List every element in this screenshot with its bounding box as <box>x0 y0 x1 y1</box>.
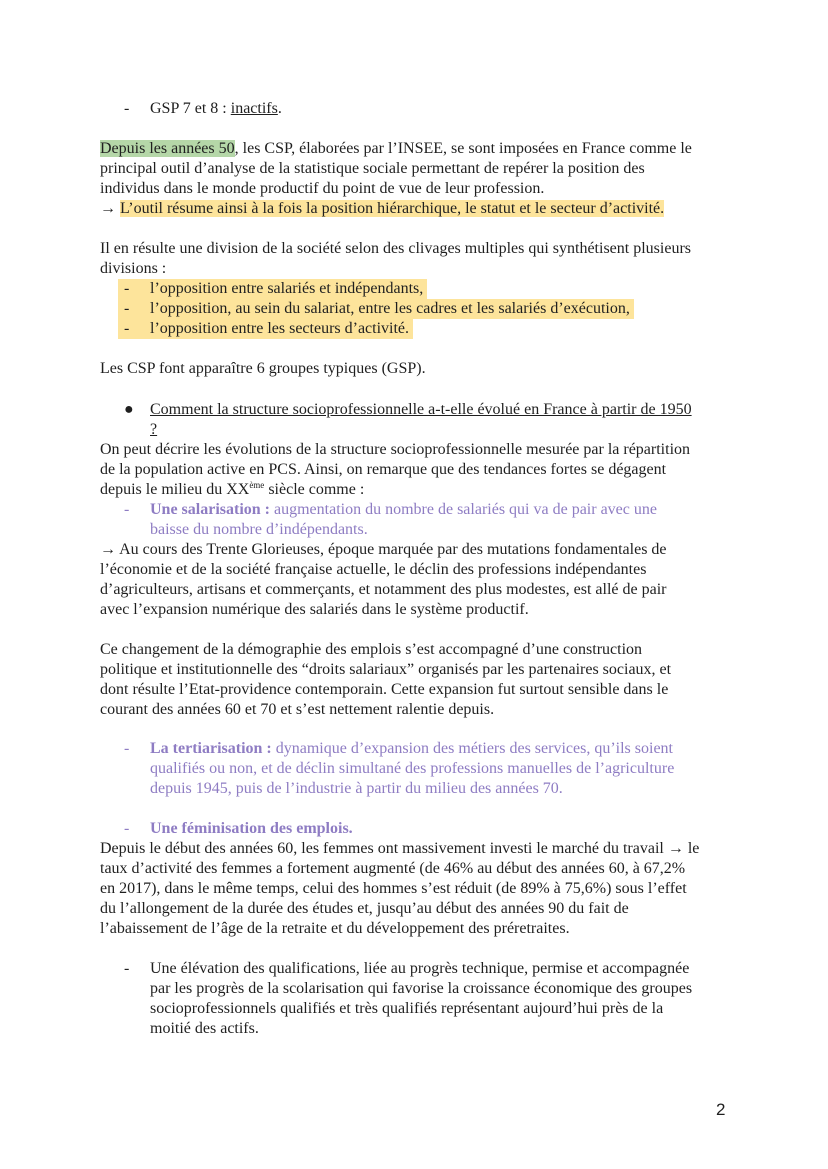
paragraph-line: l’économie et de la société française actuelle, le déclin des professions indépendantes <box>100 561 647 578</box>
list-dash: - <box>124 820 130 837</box>
list-dash: - <box>124 960 130 977</box>
paragraph-line: depuis le milieu du XXème siècle comme : <box>100 480 365 498</box>
paragraph-line: courant des années 60 et 70 et s’est nettement ralentie depuis. <box>100 701 495 718</box>
paragraph-line: principal outil d’analyse de la statistique sociale permettant de repérer la position des <box>100 160 645 177</box>
paragraph-line: de la population active en PCS. Ainsi, on remarque que des tendances fortes se dégagent <box>100 461 667 478</box>
list-dash: - <box>124 100 130 117</box>
question-heading: Comment la structure socioprofessionnelle a-t-elle évolué en France à partir de 1950 <box>150 401 692 418</box>
paragraph-line: d’agriculteurs, artisans et commerçants, et notamment des plus modestes, est allé de pair <box>100 581 667 598</box>
list-item-feminisation: Une féminisation des emplois. <box>150 820 353 837</box>
paragraph-line: Les CSP font apparaître 6 groupes typiques (GSP). <box>100 360 426 377</box>
paragraph-line: en 2017), dans le même temps, celui des hommes s’est réduit (de 89% à 75,6%) sous l’effet <box>100 880 687 897</box>
list-item-continuation: par les progrès de la scolarisation qui favorise la croissance économique des groupes <box>150 980 693 997</box>
paragraph-line: → Au cours des Trente Glorieuses, époque marquée par des mutations fondamentales de <box>100 541 667 558</box>
paragraph-line: On peut décrire les évolutions de la structure socioprofessionnelle mesurée par la répartition <box>100 441 691 458</box>
list-item-highlight: - l’opposition, au sein du salariat, entre les cadres et les salariés d’exécution, <box>118 299 634 319</box>
page-number: 2 <box>716 1100 726 1119</box>
paragraph-line: Il en résulte une division de la société selon des clivages multiples qui synthétisent plusieurs <box>100 240 691 257</box>
list-item-highlight: - l’opposition entre salariés et indépendants, <box>118 279 427 299</box>
paragraph-line: politique et institutionnelle des “droits salariaux” organisés par les partenaires sociaux, et <box>100 661 672 678</box>
paragraph-line: individus dans le monde productif du point de vue de leur profession. <box>100 180 545 197</box>
question-heading: ? <box>150 421 158 438</box>
paragraph-line: l’abaissement de l’âge de la retraite et du développement des préretraites. <box>100 920 570 937</box>
paragraph-line: Ce changement de la démographie des emplois s’est accompagné d’une construction <box>100 641 643 658</box>
list-item-salarisation: Une salarisation : augmentation du nombre de salariés qui va de pair avec une <box>150 501 657 518</box>
paragraph-line: avec l’expansion numérique des salariés dans le système productif. <box>100 601 529 618</box>
list-dash: - <box>124 740 130 757</box>
list-item-continuation: qualifiés ou non, et de déclin simultané des professions manuelles de l’agriculture <box>150 760 675 777</box>
paragraph-line: divisions : <box>100 260 167 277</box>
paragraph-line: du l’allongement de la durée des études et, jusqu’au début des années 90 du fait de <box>100 900 629 917</box>
list-item-highlight: - l’opposition entre les secteurs d’activité. <box>118 319 413 339</box>
paragraph-line: dont résulte l’Etat-providence contemporain. Cette expansion fut surtout sensible dans le <box>100 681 669 698</box>
paragraph-line: Depuis le début des années 60, les femmes ont massivement investi le marché du travail → le <box>100 840 700 857</box>
list-item-continuation: moitié des actifs. <box>150 1020 259 1037</box>
list-item-gsp78: GSP 7 et 8 : inactifs. <box>150 100 282 117</box>
highlight-green: Depuis les années 50 <box>100 140 235 157</box>
list-item-tertiarisation: La tertiarisation : dynamique d’expansion des métiers des services, qu’ils soient <box>150 740 673 757</box>
list-item-continuation: socioprofessionnels qualifiés et très qualifiés représentant aujourd’hui près de la <box>150 1000 664 1017</box>
bullet-icon: ● <box>124 401 134 418</box>
paragraph-line: Depuis les années 50, les CSP, élaborées par l’INSEE, se sont imposées en France comme le <box>100 140 692 157</box>
paragraph-line: taux d’activité des femmes a fortement augmenté (de 46% au début des années 60, à 67,2% <box>100 860 686 877</box>
list-item-qualifications: Une élévation des qualifications, liée au progrès technique, permise et accompagnée <box>150 960 690 977</box>
highlight-yellow: L’outil résume ainsi à la fois la position hiérarchique, le statut et le secteur d’activité. <box>120 200 665 217</box>
list-item-continuation: baisse du nombre d’indépendants. <box>150 521 368 538</box>
list-dash: - <box>124 501 130 518</box>
list-item-continuation: depuis 1945, puis de l’industrie à partir du milieu des années 70. <box>150 780 563 797</box>
paragraph-line: → L’outil résume ainsi à la fois la position hiérarchique, le statut et le secteur d’activité. <box>100 200 665 217</box>
